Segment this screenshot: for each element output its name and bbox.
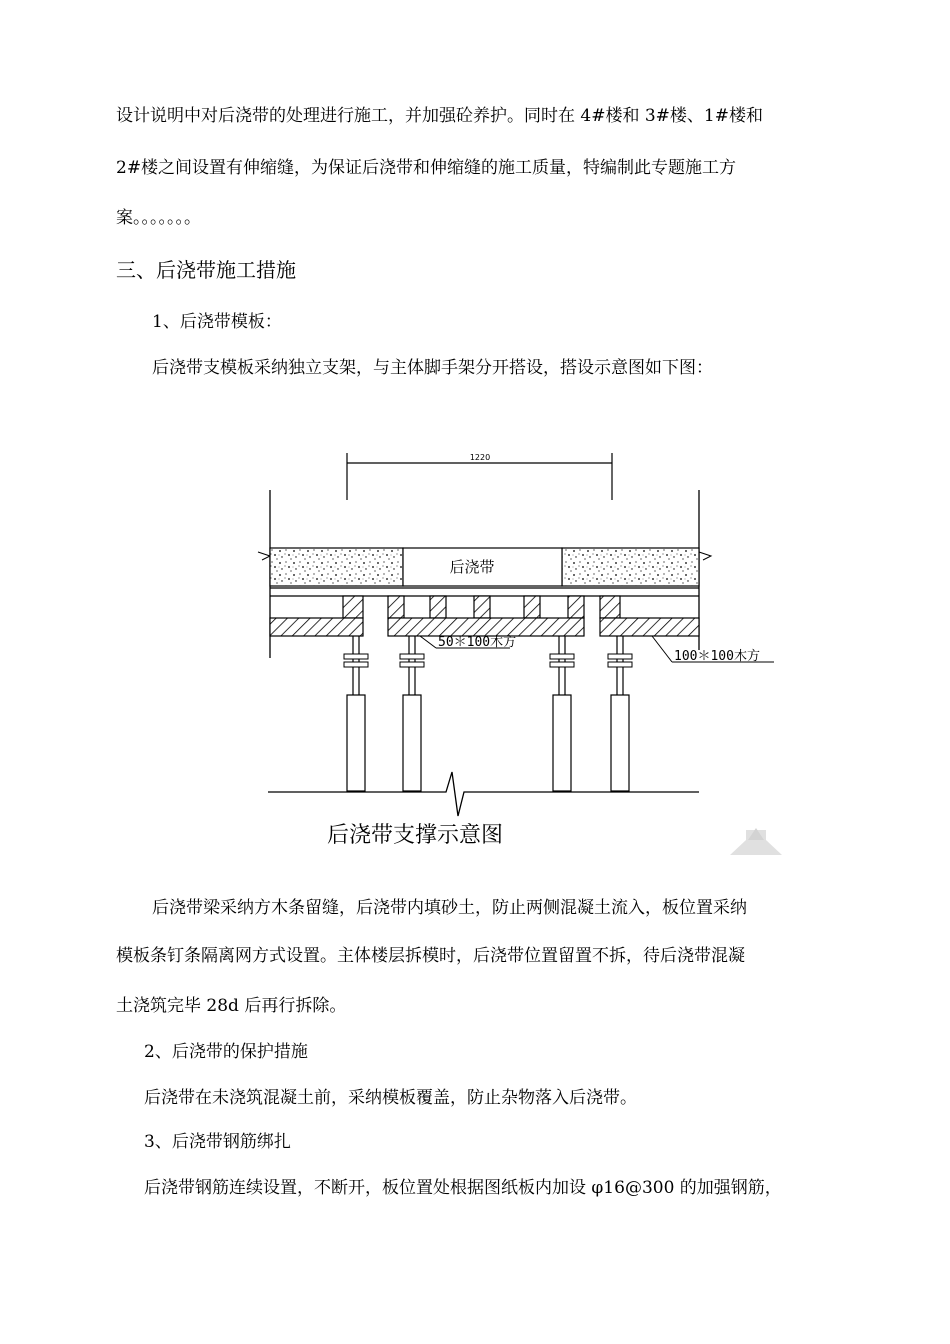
prop (344, 636, 368, 791)
watermark-logo (730, 828, 782, 855)
ground-line (268, 772, 699, 816)
paragraph-1-line-3: 案。。。。。。。 (116, 208, 201, 228)
item-1-text: 后浇带支模板采纳独立支架，与主体脚手架分开搭设，搭设示意图如下图： (152, 358, 713, 378)
prop (550, 636, 574, 791)
figure-caption: 后浇带支撑示意图 (326, 823, 504, 848)
small-timber-label: 50＊100木方 (438, 635, 517, 650)
small-timbers (343, 596, 620, 618)
formwork-plank (270, 588, 699, 596)
large-timbers (270, 618, 699, 636)
item-3-text: 后浇带钢筋连续设置，不断开，板位置处根据图纸板内加设 φ16@300 的加强钢筋， (144, 1178, 782, 1198)
paragraph-2-line-3: 土浇筑完毕 28d 后再行拆除。 (116, 996, 347, 1016)
prop (608, 636, 632, 791)
item-3-title: 3、后浇带钢筋绑扎 (144, 1132, 291, 1152)
item-1-title: 1、后浇带模板： (152, 312, 282, 332)
paragraph-2-line-2: 模板条钉条隔离网方式设置。主体楼层拆模时，后浇带位置留置不拆，待后浇带混凝 (116, 946, 745, 966)
prop (400, 636, 424, 791)
band-label: 后浇带 (449, 558, 495, 576)
steel-props (344, 636, 632, 791)
dimension-label: 1220 (469, 453, 491, 462)
section-3-heading: 三、后浇带施工措施 (116, 258, 296, 282)
paragraph-1-line-2: 2#楼之间设置有伸缩缝，为保证后浇带和伸缩缝的施工质量，特编制此专题施工方 (116, 158, 737, 178)
paragraph-1-line-1: 设计说明中对后浇带的处理进行施工，并加强砼养护。同时在 4#楼和 3#楼、1#楼和 (116, 106, 763, 126)
item-2-text: 后浇带在未浇筑混凝土前，采纳模板覆盖，防止杂物落入后浇带。 (144, 1088, 637, 1108)
large-timber-label: 100＊100木方 (674, 649, 760, 664)
paragraph-2-line-1: 后浇带梁采纳方木条留缝，后浇带内填砂土，防止两侧混凝土流入，板位置采纳 (152, 898, 747, 918)
item-2-title: 2、后浇带的保护措施 (144, 1042, 308, 1062)
post-pour-strip-support-diagram (250, 440, 810, 865)
